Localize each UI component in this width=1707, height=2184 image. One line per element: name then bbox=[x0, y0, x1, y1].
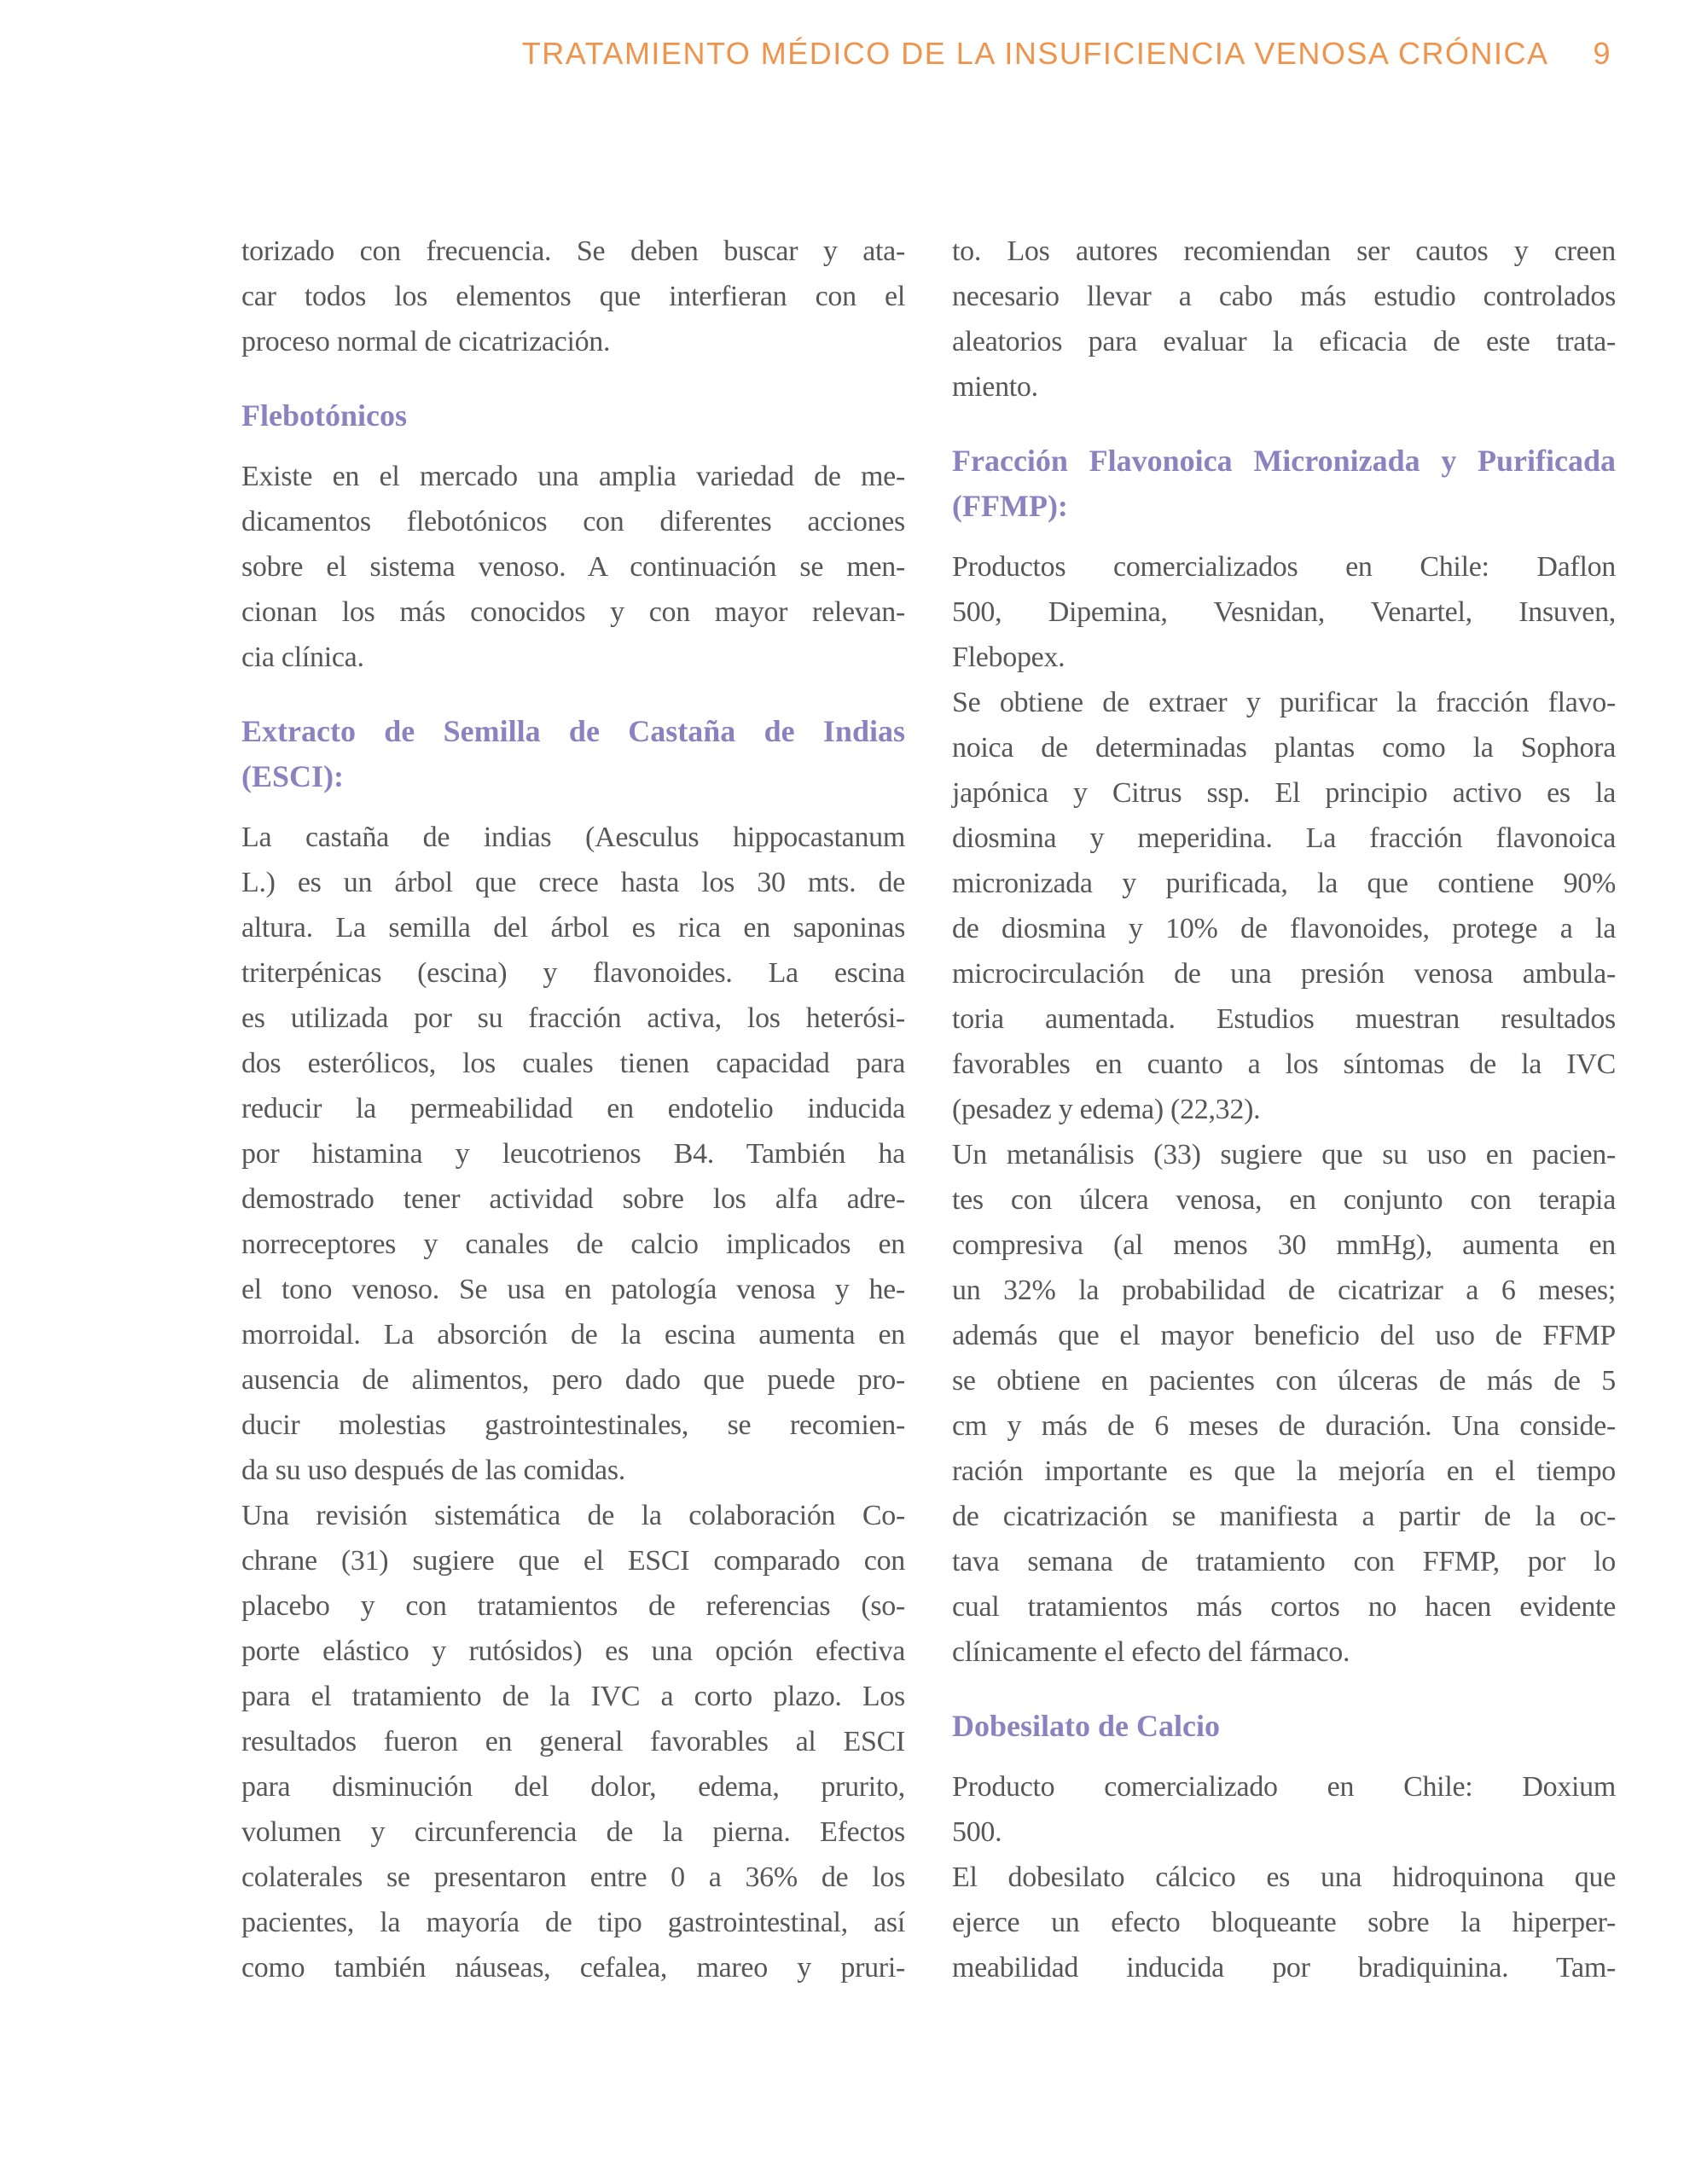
section-heading bbox=[952, 439, 1616, 529]
text-line: demostrado tener actividad sobre los alfa adre- bbox=[241, 1183, 905, 1215]
text-line: 500, Dipemina, Vesnidan, Venartel, Insuven, bbox=[952, 596, 1616, 628]
text-line: altura. La semilla del árbol es rica en saponinas bbox=[241, 912, 905, 944]
text-line: dos esterólicos, los cuales tienen capacidad para bbox=[241, 1048, 905, 1079]
text-line: sobre el sistema venoso. A continuación se men- bbox=[241, 551, 905, 583]
text-line: meabilidad inducida por bradiquinina. Tam- bbox=[952, 1952, 1616, 1984]
heading-line: Flebotónicos bbox=[241, 398, 407, 433]
text-line: un 32% la probabilidad de cicatrizar a 6 meses; bbox=[952, 1275, 1616, 1306]
paragraph bbox=[952, 1855, 1616, 1990]
text-line: necesario llevar a cabo más estudio controlados bbox=[952, 281, 1616, 312]
text-line: clínicamente el efecto del fármaco. bbox=[952, 1636, 1350, 1668]
text-column-left bbox=[241, 229, 905, 1990]
text-line: japónica y Citrus ssp. El principio activo es la bbox=[952, 777, 1616, 809]
text-line: L.) es un árbol que crece hasta los 30 mts. de bbox=[241, 867, 905, 898]
text-line: favorables en cuanto a los síntomas de la IVC bbox=[952, 1048, 1616, 1080]
text-line: Producto comercializado en Chile: Doxium bbox=[952, 1771, 1616, 1803]
text-line: Productos comercializados en Chile: Daflon bbox=[952, 551, 1616, 583]
text-line: toria aumentada. Estudios muestran resultados bbox=[952, 1003, 1616, 1035]
text-line: to. Los autores recomiendan ser cautos y creen bbox=[952, 235, 1616, 267]
text-line: car todos los elementos que interfieran con el bbox=[241, 281, 905, 312]
heading-line: Dobesilato de Calcio bbox=[952, 1709, 1220, 1743]
text-line: de diosmina y 10% de flavonoides, protege a la bbox=[952, 913, 1616, 944]
text-line: Un metanálisis (33) sugiere que su uso en pacien- bbox=[952, 1139, 1616, 1170]
paragraph bbox=[241, 454, 905, 680]
text-line: torizado con frecuencia. Se deben buscar y ata- bbox=[241, 235, 905, 267]
section-heading bbox=[241, 709, 905, 799]
text-line: reducir la permeabilidad en endotelio inducida bbox=[241, 1093, 905, 1124]
heading-line: Extracto de Semilla de Castaña de Indias bbox=[241, 714, 905, 748]
text-line: Se obtiene de extraer y purificar la fracción flavo- bbox=[952, 687, 1616, 718]
text-line: chrane (31) sugiere que el ESCI comparado con bbox=[241, 1545, 905, 1577]
text-line: ducir molestias gastrointestinales, se recomien- bbox=[241, 1409, 905, 1441]
running-header-title: TRATAMIENTO MÉDICO DE LA INSUFICIENCIA VENOSA CRÓNICA bbox=[521, 36, 1549, 71]
text-line: dicamentos flebotónicos con diferentes acciones bbox=[241, 506, 905, 537]
paragraph bbox=[952, 1132, 1616, 1675]
text-line: morroidal. La absorción de la escina aumenta en bbox=[241, 1319, 905, 1350]
text-line: Existe en el mercado una amplia variedad de me- bbox=[241, 461, 905, 492]
text-line: miento. bbox=[952, 371, 1038, 403]
text-line: por histamina y leucotrienos B4. También ha bbox=[241, 1138, 905, 1170]
paragraph bbox=[952, 544, 1616, 680]
heading-line: Fracción Flavonoica Micronizada y Purificada bbox=[952, 444, 1616, 478]
text-line: ración importante es que la mejoría en el tiempo bbox=[952, 1455, 1616, 1487]
page-number: 9 bbox=[1593, 36, 1611, 71]
text-column-right bbox=[952, 229, 1616, 1990]
text-line: La castaña de indias (Aesculus hippocastanum bbox=[241, 822, 905, 853]
text-line: aleatorios para evaluar la eficacia de este trata- bbox=[952, 326, 1616, 357]
paragraph bbox=[241, 1493, 905, 1990]
text-line: cual tratamientos más cortos no hacen evidente bbox=[952, 1591, 1616, 1623]
text-line: ejerce un efecto bloqueante sobre la hiperper- bbox=[952, 1907, 1616, 1938]
text-line: microcirculación de una presión venosa ambula- bbox=[952, 958, 1616, 990]
text-line: tava semana de tratamiento con FFMP, por lo bbox=[952, 1546, 1616, 1577]
text-line: compresiva (al menos 30 mmHg), aumenta en bbox=[952, 1229, 1616, 1261]
text-line: además que el mayor beneficio del uso de FFMP bbox=[952, 1320, 1616, 1351]
text-line: Flebopex. bbox=[952, 642, 1065, 673]
text-line: porte elástico y rutósidos) es una opción efectiva bbox=[241, 1635, 905, 1667]
text-line: ausencia de alimentos, pero dado que puede pro- bbox=[241, 1364, 905, 1396]
text-line: El dobesilato cálcico es una hidroquinona que bbox=[952, 1862, 1616, 1893]
text-line: cia clínica. bbox=[241, 642, 364, 673]
text-line: el tono venoso. Se usa en patología venosa y he- bbox=[241, 1274, 905, 1305]
text-line: micronizada y purificada, la que contiene 90% bbox=[952, 868, 1616, 899]
text-line: cionan los más conocidos y con mayor relevan- bbox=[241, 596, 905, 628]
text-line: como también náuseas, cefalea, mareo y pruri- bbox=[241, 1952, 905, 1984]
text-line: se obtiene en pacientes con úlceras de más de 5 bbox=[952, 1365, 1616, 1397]
text-line: norreceptores y canales de calcio implicados en bbox=[241, 1228, 905, 1260]
text-line: volumen y circunferencia de la pierna. Efectos bbox=[241, 1816, 905, 1848]
heading-line: (FFMP): bbox=[952, 489, 1068, 523]
text-line: Una revisión sistemática de la colaboración Co- bbox=[241, 1500, 905, 1531]
paragraph bbox=[952, 680, 1616, 1132]
text-line: proceso normal de cicatrización. bbox=[241, 326, 611, 357]
section-heading bbox=[241, 393, 905, 439]
text-line: (pesadez y edema) (22,32). bbox=[952, 1094, 1261, 1125]
text-line: da su uso después de las comidas. bbox=[241, 1455, 625, 1486]
text-line: para el tratamiento de la IVC a corto plazo. Los bbox=[241, 1681, 905, 1712]
text-line: triterpénicas (escina) y flavonoides. La escina bbox=[241, 957, 905, 989]
text-line: es utilizada por su fracción activa, los heterósi- bbox=[241, 1002, 905, 1034]
paragraph bbox=[952, 229, 1616, 410]
paragraph bbox=[241, 815, 905, 1493]
text-line: de cicatrización se manifiesta a partir de la oc- bbox=[952, 1501, 1616, 1532]
section-heading bbox=[952, 1704, 1616, 1749]
text-line: pacientes, la mayoría de tipo gastrointestinal, así bbox=[241, 1907, 905, 1938]
text-line: tes con úlcera venosa, en conjunto con terapia bbox=[952, 1184, 1616, 1216]
text-line: noica de determinadas plantas como la Sophora bbox=[952, 732, 1616, 764]
paragraph bbox=[952, 1764, 1616, 1855]
heading-line: (ESCI): bbox=[241, 759, 345, 793]
paragraph bbox=[241, 229, 905, 364]
running-header bbox=[522, 36, 1611, 72]
text-line: 500. bbox=[952, 1816, 1002, 1848]
text-line: para disminución del dolor, edema, prurito, bbox=[241, 1771, 905, 1803]
text-line: colaterales se presentaron entre 0 a 36% de los bbox=[241, 1862, 905, 1893]
text-line: diosmina y meperidina. La fracción flavonoica bbox=[952, 822, 1616, 854]
text-line: cm y más de 6 meses de duración. Una conside- bbox=[952, 1410, 1616, 1442]
text-line: resultados fueron en general favorables al ESCI bbox=[241, 1726, 905, 1757]
text-line: placebo y con tratamientos de referencias (so- bbox=[241, 1590, 905, 1622]
